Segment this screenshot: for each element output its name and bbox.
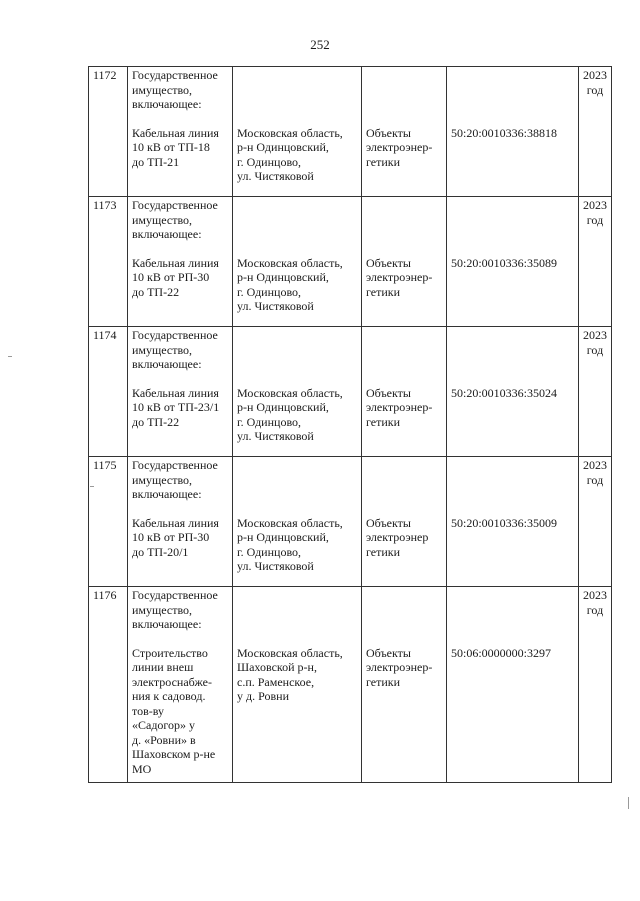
description-header-line: включающее: [132,227,202,241]
cadastral-number: 50:20:0010336:35089 [451,255,558,270]
property-description [128,457,233,587]
property-name-line: Кабельная линия [132,125,219,140]
cadastral-number-cell [447,197,579,327]
address-line: Московская область, [237,515,343,530]
address-line: г. Одинцово, [237,284,302,299]
table-row [89,457,612,587]
property-name-line: до ТП-22 [132,414,180,429]
property-type [362,67,447,197]
transfer-year [579,587,612,783]
description-spacer [132,632,228,646]
address-line: с.п. Раменское, [237,674,315,689]
property-type [362,457,447,587]
description-spacer [132,242,228,256]
year-line: 2023 [583,458,607,472]
year-line: 2023 [583,198,607,212]
cadastral-number: 50:20:0010336:35024 [451,385,558,400]
cadastral-number-cell [447,327,579,457]
cadastral-number-cell [447,457,579,587]
type-line: электроэнер- [366,270,433,284]
type-line: Объекты [366,125,411,140]
description-header-line: имущество, [132,342,193,357]
description-header-line: имущество, [132,472,193,487]
property-address [233,327,362,457]
property-description [128,327,233,457]
type-line: Объекты [366,385,411,400]
type-spacer [366,458,442,516]
description-header-line: имущество, [132,212,193,227]
type-line: гетики [366,154,401,169]
address-spacer [237,198,357,256]
property-type [362,587,447,783]
property-name-line: 10 кВ от РП-30 [132,270,210,284]
property-address [233,587,362,783]
table-row [89,197,612,327]
property-name-line: «Садогор» у [132,718,196,732]
description-header-line: включающее: [132,357,202,371]
type-line: гетики [366,284,401,299]
row-number: 1173 [89,197,128,327]
address-spacer [237,328,357,386]
address-line: р-н Одинцовский, [237,270,329,284]
type-line: Объекты [366,645,411,660]
description-spacer [132,112,228,126]
property-name-line: электроснабже- [132,674,212,689]
description-header-line: Государственное [132,588,218,602]
property-name-line: до ТП-22 [132,284,180,299]
description-header-line: включающее: [132,97,202,111]
type-spacer [366,328,442,386]
address-line: Московская область, [237,645,343,660]
property-name-line: 10 кВ от РП-30 [132,530,210,544]
cadastral-spacer [451,328,574,386]
transfer-year [579,67,612,197]
address-line: ул. Чистяковой [237,559,314,573]
year-line: 2023 [583,68,607,82]
property-address [233,67,362,197]
address-line: р-н Одинцовский, [237,530,329,544]
property-name-line: ния к садовод. [132,689,206,703]
property-description [128,197,233,327]
address-line: Московская область, [237,125,343,140]
scan-mark-right [628,797,629,809]
row-number: 1172 [89,67,128,197]
cadastral-number: 50:20:0010336:38818 [451,125,558,140]
property-name-line: линии внеш [132,660,194,674]
address-line: Шаховской р-н, [237,660,317,674]
address-line: ул. Чистяковой [237,299,314,313]
property-name-line: до ТП-20/1 [132,544,189,559]
type-line: электроэнер- [366,140,433,154]
type-spacer [366,68,442,126]
year-line: год [586,472,604,487]
description-spacer [132,502,228,516]
description-header-line: имущество, [132,82,193,97]
table-row [89,587,612,783]
property-name-line: Кабельная линия [132,515,219,530]
property-name-line: Шаховском р-не [132,747,216,761]
page-number: 252 [310,37,330,52]
cadastral-number-cell [447,67,579,197]
year-line: год [586,602,604,617]
description-header-line: Государственное [132,328,218,342]
property-name-line: д. «Ровни» в [132,732,196,747]
year-line: год [586,342,604,357]
scan-mark-left-2 [90,486,94,487]
year-line: год [586,82,604,97]
type-spacer [366,588,442,646]
type-line: Объекты [366,515,411,530]
address-line: у д. Ровни [237,689,289,703]
year-line: год [586,212,604,227]
cadastral-spacer [451,68,574,126]
address-line: ул. Чистяковой [237,169,314,183]
scan-mark-left-1 [8,356,12,357]
table-row [89,327,612,457]
cadastral-number: 50:20:0010336:35009 [451,515,558,530]
description-header-line: Государственное [132,68,218,82]
table-row [89,67,612,197]
type-line: Объекты [366,255,411,270]
address-line: Московская область, [237,385,343,400]
description-header-line: включающее: [132,617,202,631]
type-line: электроэнер- [366,400,433,414]
property-name-line: 10 кВ от ТП-23/1 [132,400,220,414]
cadastral-spacer [451,588,574,646]
type-line: электроэнер- [366,660,433,674]
address-spacer [237,68,357,126]
description-header-line: включающее: [132,487,202,501]
description-spacer [132,372,228,386]
address-line: р-н Одинцовский, [237,400,329,414]
property-name-line: тов-ву [132,703,165,718]
description-header-line: Государственное [132,198,218,212]
address-line: Московская область, [237,255,343,270]
type-line: гетики [366,544,401,559]
type-spacer [366,198,442,256]
description-header-line: имущество, [132,602,193,617]
cadastral-number: 50:06:0000000:3297 [451,645,552,660]
property-address [233,457,362,587]
property-registry-table [88,66,612,783]
property-type [362,197,447,327]
property-address [233,197,362,327]
property-name-line: Кабельная линия [132,385,219,400]
address-spacer [237,458,357,516]
property-description [128,587,233,783]
type-line: гетики [366,674,401,689]
property-name-line: 10 кВ от ТП-18 [132,140,210,154]
row-number: 1176 [89,587,128,783]
year-line: 2023 [583,328,607,342]
property-type [362,327,447,457]
address-line: ул. Чистяковой [237,429,314,443]
type-line: гетики [366,414,401,429]
type-line: электроэнер [366,530,429,544]
cadastral-number-cell [447,587,579,783]
property-name-line: до ТП-21 [132,154,180,169]
address-spacer [237,588,357,646]
address-line: г. Одинцово, [237,414,302,429]
year-line: 2023 [583,588,607,602]
row-number: 1175 [89,457,128,587]
property-name-line: МО [132,761,152,776]
transfer-year [579,327,612,457]
transfer-year [579,457,612,587]
address-line: г. Одинцово, [237,544,302,559]
row-number: 1174 [89,327,128,457]
address-line: р-н Одинцовский, [237,140,329,154]
description-header-line: Государственное [132,458,218,472]
cadastral-spacer [451,198,574,256]
transfer-year [579,197,612,327]
property-description [128,67,233,197]
property-name-line: Кабельная линия [132,255,219,270]
address-line: г. Одинцово, [237,154,302,169]
property-name-line: Строительство [132,645,208,660]
cadastral-spacer [451,458,574,516]
